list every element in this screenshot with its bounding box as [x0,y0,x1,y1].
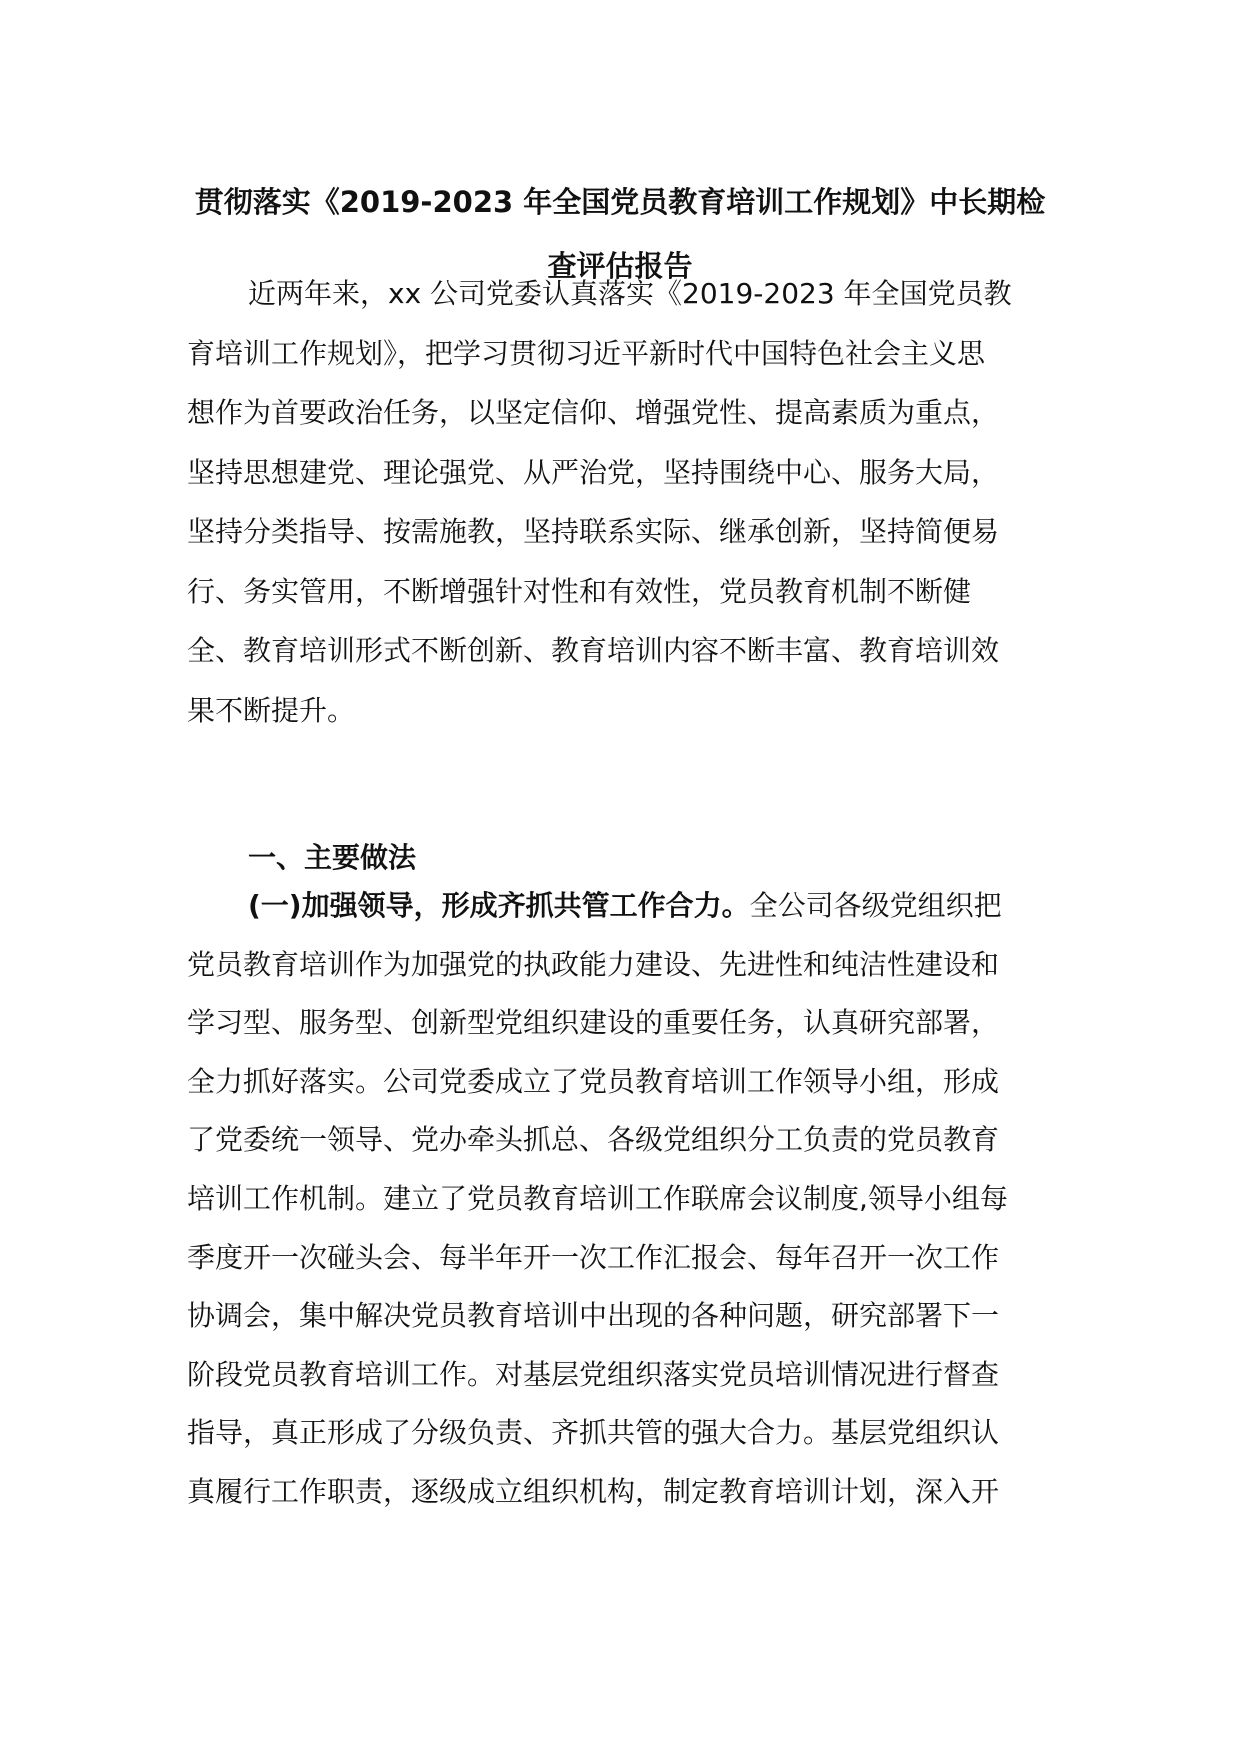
intro-line: 近两年来，xx 公司党委认真落实《2019-2023 年全国党员教 [248,277,1012,310]
subsection-lead: (一)加强领导，形成齐抓共管工作合力。 [248,889,750,922]
subsection-line: 阶段党员教育培训工作。对基层党组织落实党员培训情况进行督查 [187,1357,1000,1391]
intro-line: 全、教育培训形式不断创新、教育培训内容不断丰富、教育培训效 [187,634,1000,667]
subsection-lead-rest: 全公司各级党组织把 [749,889,1002,922]
section-heading: 一、主要做法 [248,841,417,874]
intro-line: 果不断提升。 [187,693,356,727]
subsection-line: 了党委统一领导、党办牵头抓总、各级党组织分工负责的党员教育 [187,1123,1000,1157]
intro-line: 想作为首要政治任务，以坚定信仰、增强党性、提高素质为重点， [187,396,1000,429]
subsection-line: 学习型、服务型、创新型党组织建设的重要任务，认真研究部署， [187,1006,1000,1040]
intro-line: 育培训工作规划》，把学习贯彻习近平新时代中国特色社会主义思 [187,336,986,370]
subsection-line: 协调会，集中解决党员教育培训中出现的各种问题，研究部署下一 [187,1299,1000,1333]
subsection-line: 党员教育培训作为加强党的执政能力建设、先进性和纯洁性建设和 [187,947,1000,981]
subsection-line: 指导，真正形成了分级负责、齐抓共管的强大合力。基层党组织认 [187,1416,1000,1450]
intro-line: 坚持思想建党、理论强党、从严治党，坚持围绕中心、服务大局， [187,455,1000,489]
subsection-line: 季度开一次碰头会、每半年开一次工作汇报会、每年召开一次工作 [187,1240,1000,1274]
title-line-1: 贯彻落实《2019-2023 年全国党员教育培训工作规划》中长期检 [194,185,1046,219]
title-line-2: 查评估报告 [547,249,693,283]
subsection-line: 培训工作机制。建立了党员教育培训工作联席会议制度,领导小组每 [187,1182,1008,1215]
intro-line: 行、务实管用，不断增强针对性和有效性，党员教育机制不断健 [187,574,972,608]
intro-line: 坚持分类指导、按需施教，坚持联系实际、继承创新，坚持简便易 [187,515,1000,548]
subsection-line: 真履行工作职责，逐级成立组织机构，制定教育培训计划，深入开 [187,1475,1000,1508]
subsection-line-first [248,886,1240,926]
subsection-line: 全力抓好落实。公司党委成立了党员教育培训工作领导小组，形成 [187,1064,1000,1098]
